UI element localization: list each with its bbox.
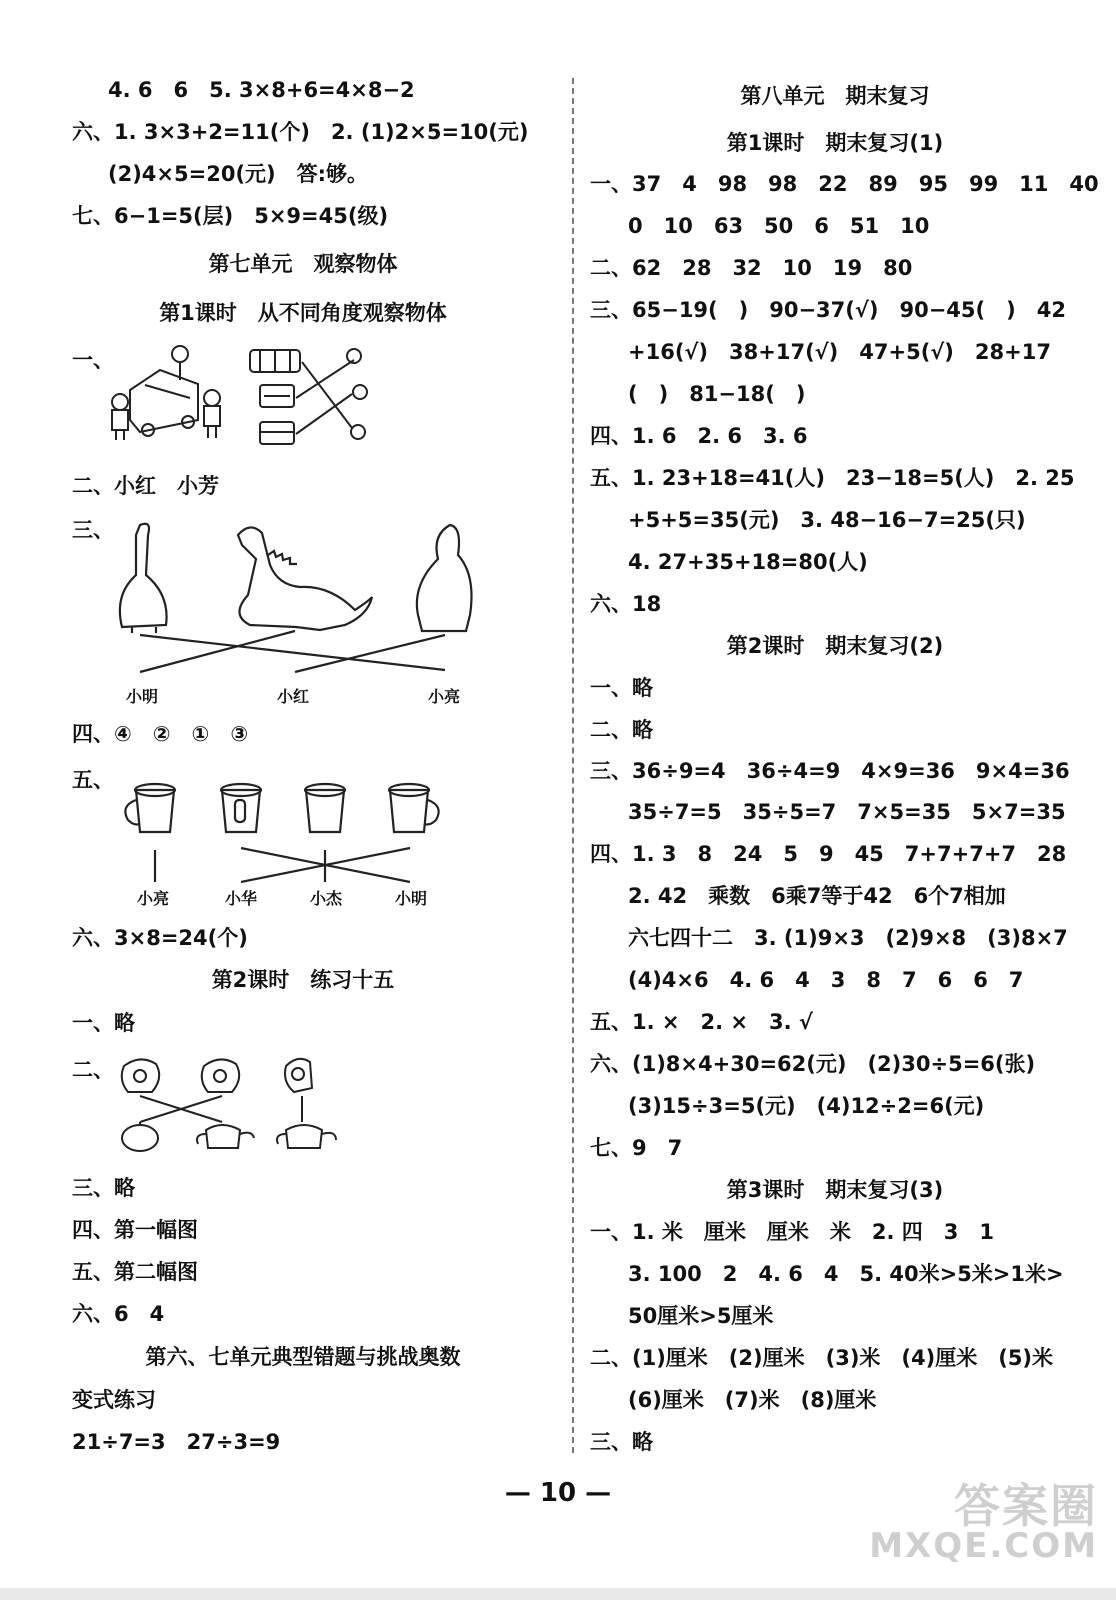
left-line-11: 一、略 [72,1011,135,1035]
right-line-2: 0 10 63 50 6 51 10 [628,214,930,238]
lesson1-title: 第1课时 从不同角度观察物体 [159,301,447,325]
left-line-7: 三、 [72,518,114,542]
right-line-9: +5+5=35(元) 3. 48−16−7=25(只) [628,508,1026,532]
unit7-title: 第七单元 观察物体 [208,252,398,276]
bottom-edge [0,1588,1116,1600]
r-lesson2-title: 第2课时 期末复习(2) [726,634,944,658]
right-line-19: (4)4×6 4. 6 4 3 8 7 6 6 7 [628,968,1024,992]
cup-label-2: 小华 [225,889,258,908]
unit8-title: 第八单元 期末复习 [740,84,930,108]
right-line-8: 五、1. 23+18=41(人) 23−18=5(人) 2. 25 [590,466,1075,490]
right-line-4: 三、65−19( ) 90−37(√) 90−45( ) 42 [590,298,1066,322]
left-line-12: 二、 [72,1058,114,1082]
cup-label-1: 小亮 [137,889,170,908]
right-line-17: 2. 42 乘数 6乘7等于42 6个7相加 [628,884,1006,908]
dinosaur-figure [100,515,480,675]
right-line-10: 4. 27+35+18=80(人) [628,550,868,574]
right-line-13: 二、略 [590,718,653,742]
left-line-3: (2)4×5=20(元) 答:够。 [108,162,369,186]
lesson2-title: 第2课时 练习十五 [211,968,395,992]
cup-label-3: 小杰 [310,889,343,908]
left-line-14: 四、第一幅图 [72,1218,198,1242]
right-line-25: 3. 100 2 4. 6 4 5. 40米>5米>1米> [628,1262,1064,1286]
left-line-17: 变式练习 [72,1388,156,1412]
left-line-13: 三、略 [72,1176,135,1200]
right-line-12: 一、略 [590,676,653,700]
page-number: — 10 — [504,1478,612,1508]
right-line-22: (3)15÷3=5(元) (4)12÷2=6(元) [628,1094,985,1118]
right-line-20: 五、1. × 2. × 3. √ [590,1010,813,1034]
right-line-24: 一、1. 米 厘米 厘米 米 2. 四 3 1 [590,1220,995,1244]
right-line-7: 四、1. 6 2. 6 3. 6 [590,424,808,448]
left-line-8: 四、④ ② ① ③ [72,722,249,746]
right-line-29: 三、略 [590,1430,653,1454]
left-line-18: 21÷7=3 27÷3=9 [72,1430,281,1454]
cups-figure [110,770,450,890]
watermark-logo: 答案圈 [954,1479,1098,1533]
right-line-16: 四、1. 3 8 24 5 9 45 7+7+7+7 28 [590,842,1067,866]
car-views-figure [100,340,390,450]
right-line-28: (6)厘米 (7)米 (8)厘米 [628,1388,877,1412]
dino-label-1: 小明 [126,687,159,706]
right-line-6: ( ) 81−18( ) [628,382,806,406]
left-line-2: 六、1. 3×3+2=11(个) 2. (1)2×5=10(元) [72,120,529,144]
r-lesson1-title: 第1课时 期末复习(1) [726,131,944,155]
cup-label-4: 小明 [395,889,428,908]
left-line-6: 二、小红 小芳 [72,474,219,498]
right-line-14: 三、36÷9=4 36÷4=9 4×9=36 9×4=36 [590,759,1070,783]
left-line-5: 一、 [72,348,114,372]
left-line-10: 六、3×8=24(个) [72,926,248,950]
left-line-16: 六、6 4 [72,1302,165,1326]
left-line-15: 五、第二幅图 [72,1260,198,1284]
right-line-23: 七、9 7 [590,1136,683,1160]
right-line-3: 二、62 28 32 10 19 80 [590,256,913,280]
watermark-url: MXQE.COM [869,1526,1098,1566]
right-line-1: 一、37 4 98 98 22 89 95 99 11 40 [590,172,1099,196]
right-line-5: +16(√) 38+17(√) 47+5(√) 28+17 [628,340,1051,364]
right-line-27: 二、(1)厘米 (2)厘米 (3)米 (4)厘米 (5)米 [590,1346,1054,1370]
right-line-11: 六、18 [590,592,662,616]
left-line-1: 4. 6 6 5. 3×8+6=4×8−2 [108,78,415,102]
left-line-9: 五、 [72,768,114,792]
dino-label-2: 小红 [277,687,310,706]
right-line-21: 六、(1)8×4+30=62(元) (2)30÷5=6(张) [590,1052,1036,1076]
right-line-26: 50厘米>5厘米 [628,1304,774,1328]
r-lesson3-title: 第3课时 期末复习(3) [726,1178,944,1202]
right-line-15: 35÷7=5 35÷5=7 7×5=35 5×7=35 [628,800,1066,824]
dino-label-3: 小亮 [428,687,461,706]
left-line-4: 七、6−1=5(层) 5×9=45(级) [72,204,389,228]
review-title: 第六、七单元典型错题与挑战奥数 [145,1345,461,1369]
right-line-18: 六七四十二 3. (1)9×3 (2)9×8 (3)8×7 [628,926,1068,950]
teapot-figure [110,1052,350,1162]
column-divider [572,78,574,1453]
